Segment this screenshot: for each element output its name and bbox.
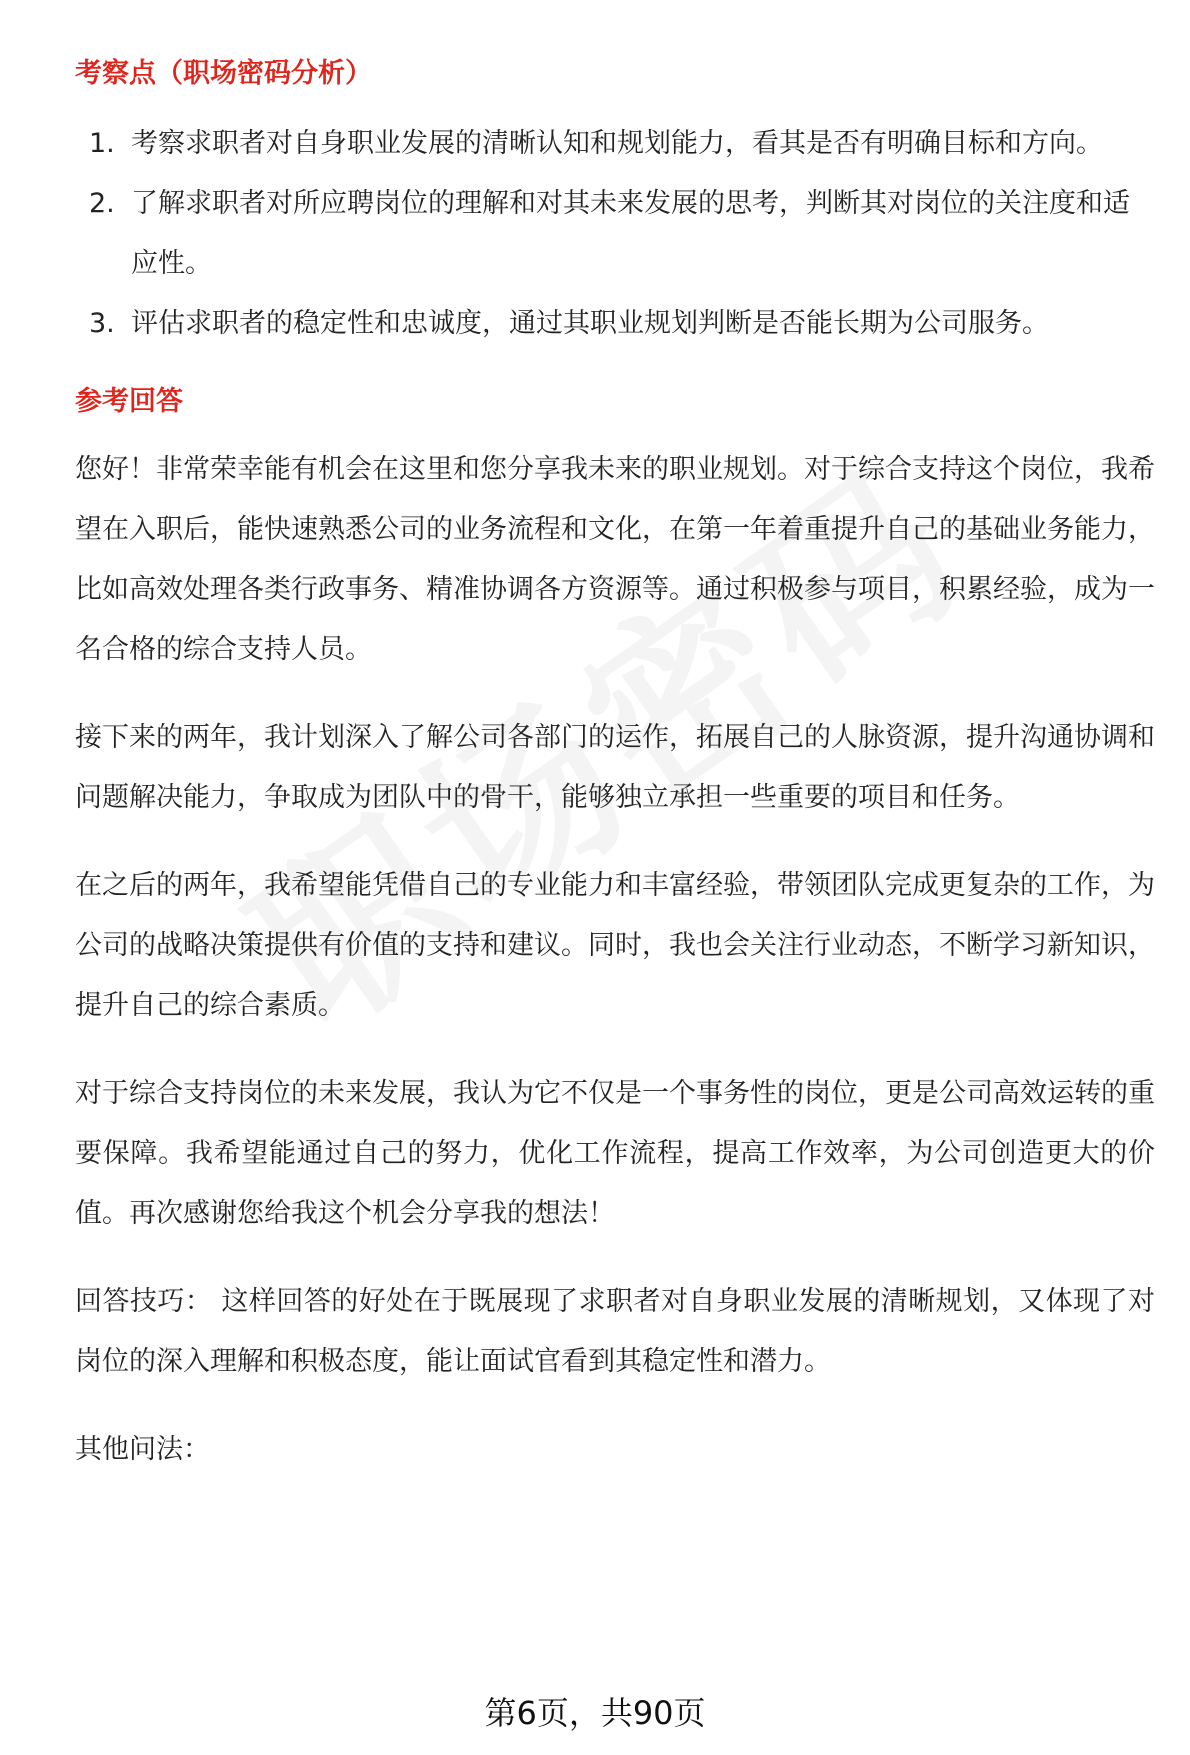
- list-item-number: 1.: [89, 128, 115, 159]
- list-item: [75, 294, 1155, 354]
- list-item-text: 评估求职者的稳定性和忠诚度，通过其职业规划判断是否能长期为公司服务。: [131, 308, 1049, 339]
- list-item-number: 2.: [89, 188, 115, 219]
- answer-paragraph: 对于综合支持岗位的未来发展，我认为它不仅是一个事务性的岗位，更是公司高效运转的重要保障。我希望能通过自己的努力，优化工作流程，提高工作效率，为公司创造更大的价值。再次感谢您给我这个机会分享我的想法！: [75, 1078, 1155, 1229]
- page-number: 第6页，共90页: [484, 1694, 706, 1732]
- list-item-text: 了解求职者对所应聘岗位的理解和对其未来发展的思考，判断其对岗位的关注度和适应性。: [131, 188, 1130, 279]
- answer-paragraph: 接下来的两年，我计划深入了解公司各部门的运作，拓展自己的人脉资源，提升沟通协调和问题解决能力，争取成为团队中的骨干，能够独立承担一些重要的项目和任务。: [75, 722, 1155, 813]
- other-questions-label: 其他问法：: [75, 1434, 210, 1465]
- exam-points-title: 考察点（职场密码分析）: [75, 58, 372, 89]
- exam-points-list: [75, 114, 1155, 354]
- list-item: [75, 114, 1155, 174]
- answer-paragraph: 在之后的两年，我希望能凭借自己的专业能力和丰富经验，带领团队完成更复杂的工作，为公司的战略决策提供有价值的支持和建议。同时，我也会关注行业动态，不断学习新知识，提升自己的综合素质。: [75, 870, 1155, 1021]
- reference-answer-title: 参考回答: [75, 386, 183, 417]
- answer-paragraph: 您好！非常荣幸能有机会在这里和您分享我未来的职业规划。对于综合支持这个岗位，我希望在入职后，能快速熟悉公司的业务流程和文化，在第一年着重提升自己的基础业务能力，比如高效处理各类行政事务、精准协调各方资源等。通过积极参与项目，积累经验，成为一名合格的综合支持人员。: [75, 454, 1155, 665]
- list-item: [75, 174, 1155, 294]
- list-item-number: 3.: [89, 308, 115, 339]
- list-item-text: 考察求职者对自身职业发展的清晰认知和规划能力，看其是否有明确目标和方向。: [131, 128, 1103, 159]
- answer-tips-paragraph: 回答技巧： 这样回答的好处在于既展现了求职者对自身职业发展的清晰规划，又体现了对岗位的深入理解和积极态度，能让面试官看到其稳定性和潜力。: [75, 1286, 1155, 1377]
- page-content: [75, 50, 1155, 1480]
